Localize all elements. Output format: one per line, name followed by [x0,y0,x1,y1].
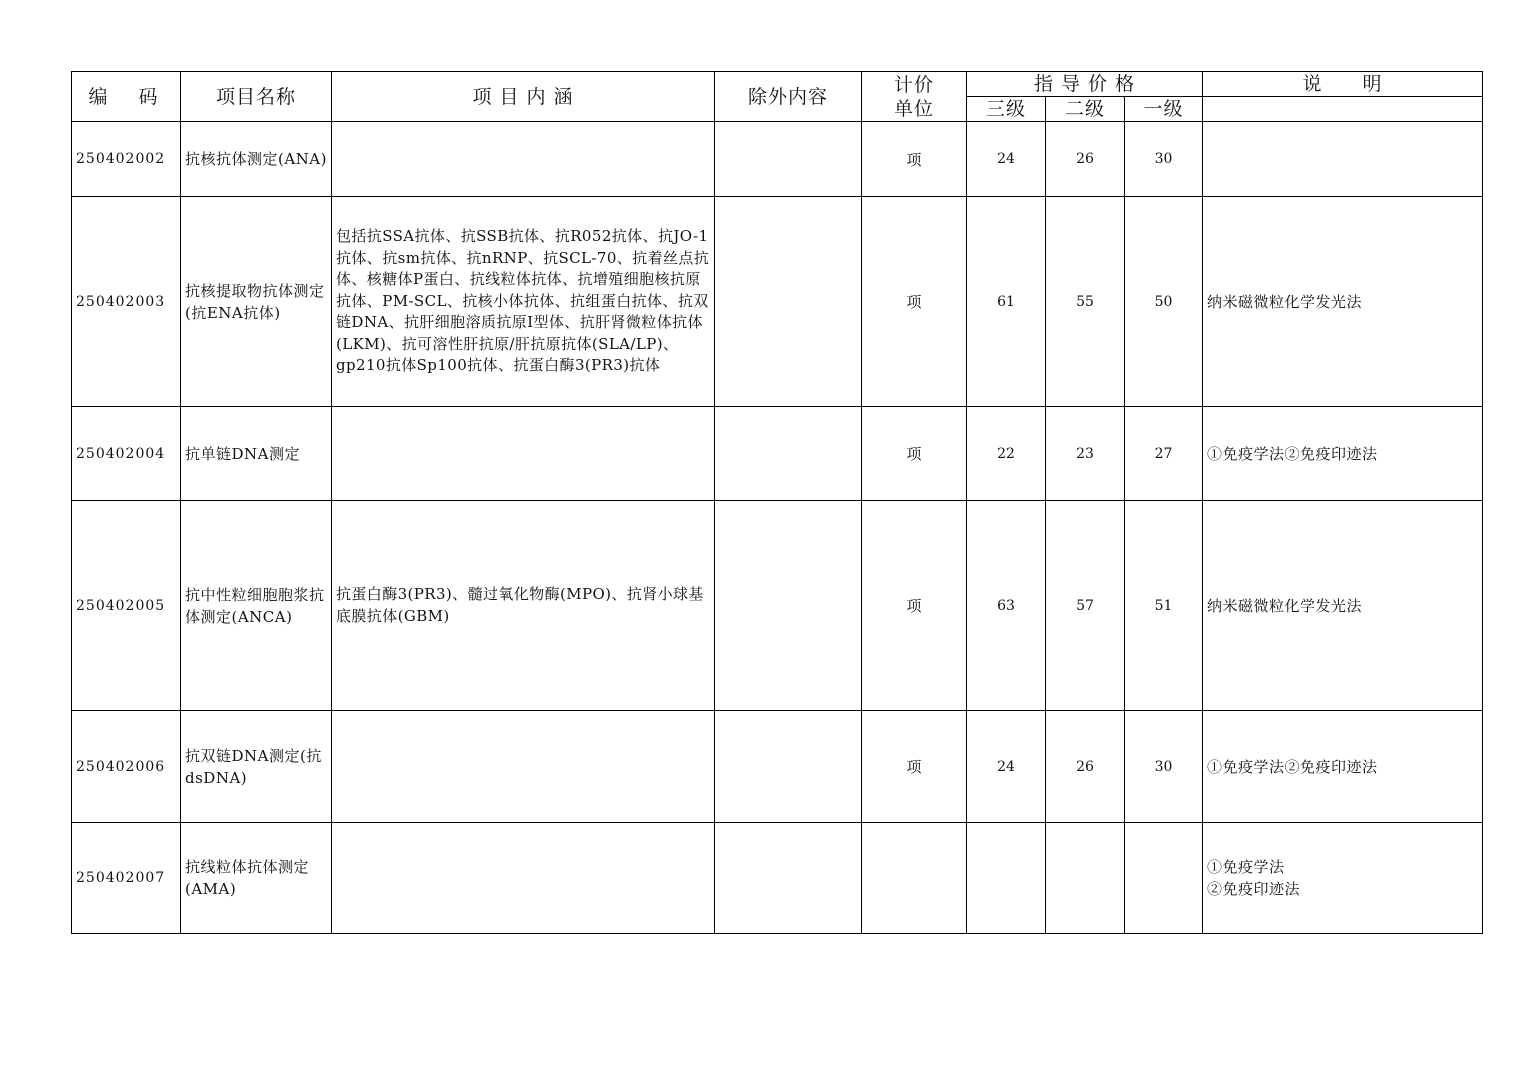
row-level1: 50 [1125,197,1203,407]
row-content [332,823,715,934]
row-content [332,711,715,823]
row-level2: 57 [1046,501,1125,711]
row-note: 纳米磁微粒化学发光法 [1203,501,1483,711]
row-exclusion [715,197,862,407]
header-level2: 二级 [1046,97,1125,122]
header-row [72,72,1483,97]
header-unit-line1: 计价 [893,73,934,96]
row-name: 抗核抗体测定(ANA) [181,122,332,197]
row-code: 250402006 [72,711,181,823]
row-unit: 项 [862,197,967,407]
row-content [332,122,715,197]
header-note: 说 明 [1203,72,1483,97]
row-note: ①免疫学法②免疫印迹法 [1203,407,1483,501]
row-unit: 项 [862,407,967,501]
row-unit [862,823,967,934]
row-level3: 61 [967,197,1046,407]
table-row [72,711,1483,823]
row-exclusion [715,501,862,711]
table-row [72,823,1483,934]
header-unit [862,72,967,122]
row-level1: 51 [1125,501,1203,711]
row-level1: 27 [1125,407,1203,501]
row-exclusion [715,823,862,934]
row-name: 抗单链DNA测定 [181,407,332,501]
header-unit-line2: 单位 [893,97,934,120]
row-level2 [1046,823,1125,934]
row-level3: 63 [967,501,1046,711]
row-note: 纳米磁微粒化学发光法 [1203,197,1483,407]
row-level1: 30 [1125,122,1203,197]
row-code: 250402004 [72,407,181,501]
header-code: 编 码 [72,72,181,122]
row-name: 抗双链DNA测定(抗dsDNA) [181,711,332,823]
row-content: 包括抗SSA抗体、抗SSB抗体、抗R052抗体、抗JO-1抗体、抗sm抗体、抗nRNP、抗SCL-70、抗着丝点抗体、核糖体P蛋白、抗线粒体抗体、抗增殖细胞核抗原抗体、PM-SCL、抗核小体抗体、抗组蛋白抗体、抗双链DNA、抗肝细胞溶质抗原Ⅰ型体、抗肝肾微粒体抗体(LKM)、抗可溶性肝抗原/肝抗原抗体(SLA/LP)、gp210抗体Sp100抗体、抗蛋白酶3(PR3)抗体 [332,197,715,407]
header-level1: 一级 [1125,97,1203,122]
row-code: 250402002 [72,122,181,197]
row-level2: 55 [1046,197,1125,407]
header-content: 项 目 内 涵 [332,72,715,122]
row-level3 [967,823,1046,934]
row-level3: 22 [967,407,1046,501]
row-exclusion [715,711,862,823]
row-content: 抗蛋白酶3(PR3)、髓过氧化物酶(MPO)、抗肾小球基底膜抗体(GBM) [332,501,715,711]
row-unit: 项 [862,711,967,823]
row-content [332,407,715,501]
price-table [71,71,1483,934]
row-name: 抗线粒体抗体测定(AMA) [181,823,332,934]
header-name: 项目名称 [181,72,332,122]
row-note: ①免疫学法②免疫印迹法 [1203,711,1483,823]
row-name: 抗核提取物抗体测定(抗ENA抗体) [181,197,332,407]
table-row [72,122,1483,197]
row-level2: 26 [1046,122,1125,197]
row-level1: 30 [1125,711,1203,823]
row-code: 250402007 [72,823,181,934]
row-exclusion [715,407,862,501]
row-level3: 24 [967,711,1046,823]
header-level3: 三级 [967,97,1046,122]
row-unit: 项 [862,501,967,711]
header-price-group: 指 导 价 格 [967,72,1203,97]
row-unit: 项 [862,122,967,197]
row-code: 250402003 [72,197,181,407]
row-level2: 23 [1046,407,1125,501]
row-level3: 24 [967,122,1046,197]
header-exclusion: 除外内容 [715,72,862,122]
table-row [72,197,1483,407]
row-code: 250402005 [72,501,181,711]
row-note [1203,122,1483,197]
table-row [72,407,1483,501]
row-name: 抗中性粒细胞胞浆抗体测定(ANCA) [181,501,332,711]
row-level1 [1125,823,1203,934]
row-exclusion [715,122,862,197]
row-level2: 26 [1046,711,1125,823]
header-note-sub [1203,97,1483,122]
row-note: ①免疫学法 ②免疫印迹法 [1203,823,1483,934]
table-row [72,501,1483,711]
